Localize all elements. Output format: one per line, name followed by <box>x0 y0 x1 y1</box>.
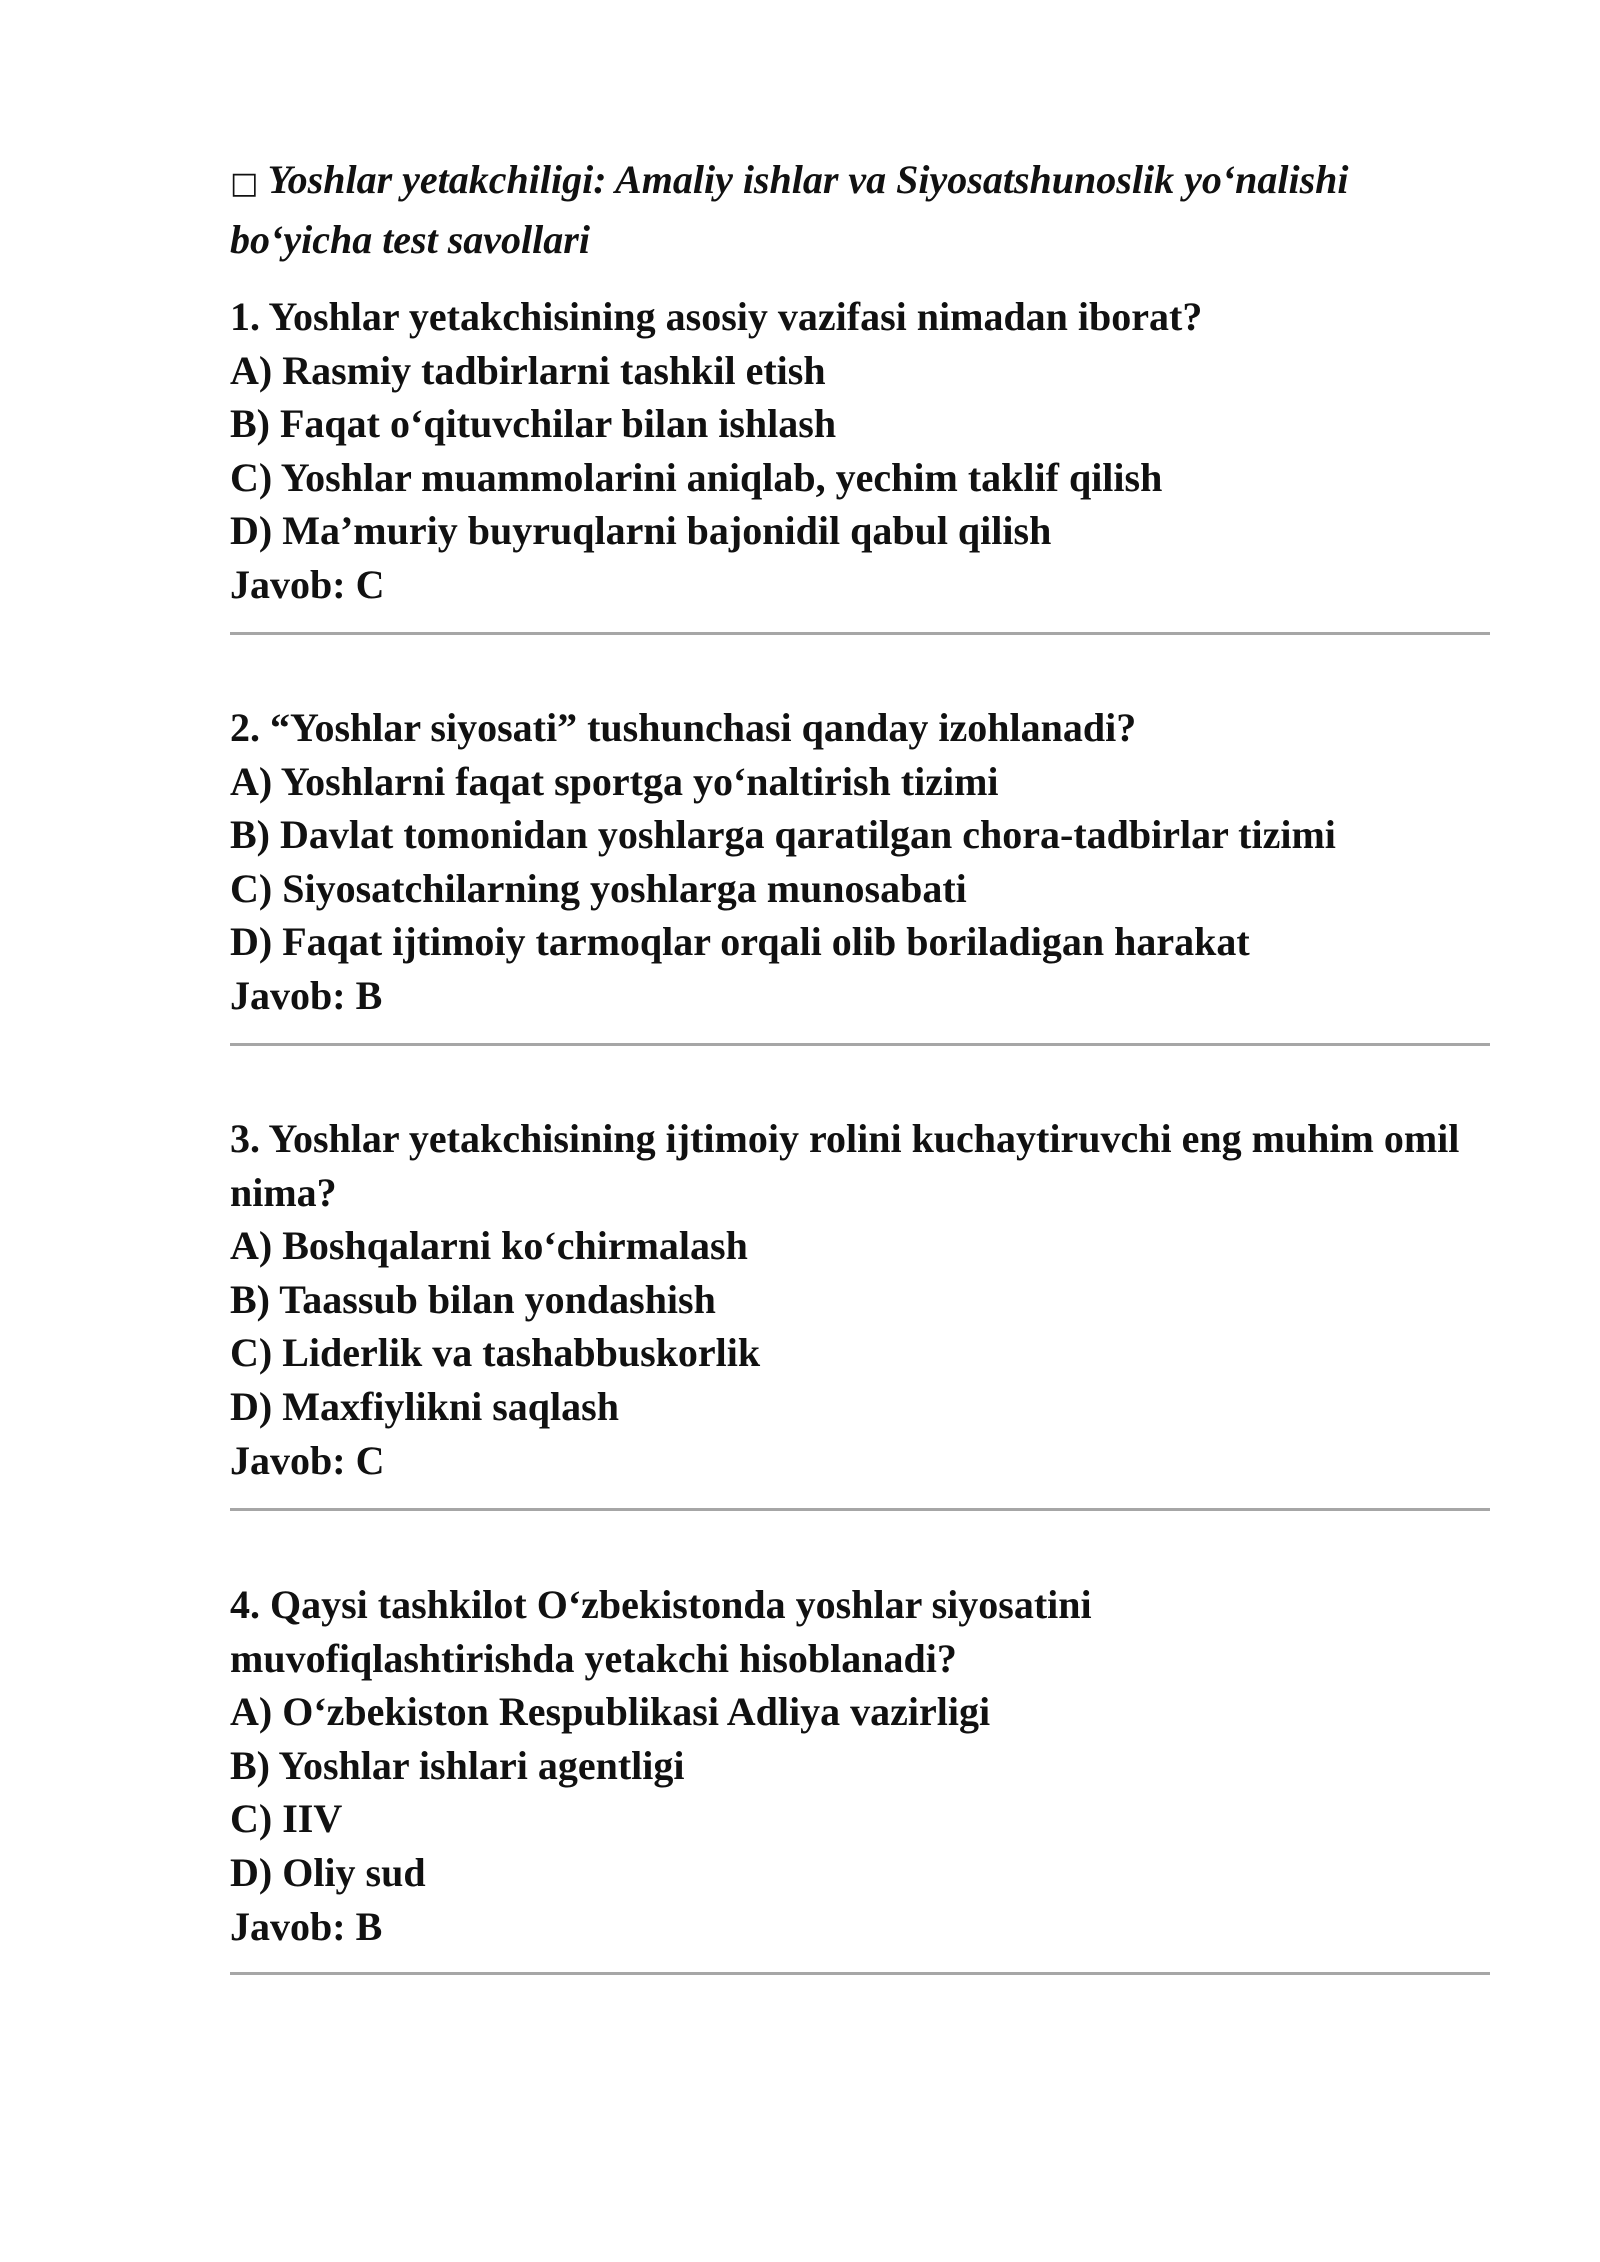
question-block-3 <box>230 1112 1490 1487</box>
answer-option-c: C) IIV <box>230 1796 343 1842</box>
question-text: 4. Qaysi tashkilot O‘zbekistonda yoshlar siyosatini muvofiqlashtirishda yetakchi hisoblanadi? <box>230 1582 1092 1681</box>
correct-answer: Javob: C <box>230 1437 385 1483</box>
divider-1 <box>230 632 1490 635</box>
correct-answer: Javob: B <box>230 972 383 1018</box>
correct-answer: Javob: C <box>230 561 385 607</box>
answer-option-a: A) Rasmiy tadbirlarni tashkil etish <box>230 347 826 393</box>
answer-option-a: A) Boshqalarni ko‘chirmalash <box>230 1223 748 1269</box>
answer-option-b: B) Faqat o‘qituvchilar bilan ishlash <box>230 401 837 447</box>
answer-option-a: A) Yoshlarni faqat sportga yo‘naltirish tizimi <box>230 758 999 804</box>
question-text: 3. Yoshlar yetakchisining ijtimoiy rolini kuchaytiruvchi eng muhim omil nima? <box>230 1116 1460 1215</box>
answer-option-d: D) Ma’muriy buyruqlarni bajonidil qabul qilish <box>230 508 1052 554</box>
answer-option-c: C) Yoshlar muammolarini aniqlab, yechim taklif qilish <box>230 454 1163 500</box>
placeholder-box-icon: □ <box>230 166 259 201</box>
answer-option-c: C) Siyosatchilarning yoshlarga munosabati <box>230 865 967 911</box>
answer-option-b: B) Davlat tomonidan yoshlarga qaratilgan chora-tadbirlar tizimi <box>230 812 1336 858</box>
document-title <box>230 152 1490 268</box>
answer-option-d: D) Faqat ijtimoiy tarmoqlar orqali olib boriladigan harakat <box>230 919 1250 965</box>
question-text: 2. “Yoshlar siyosati” tushunchasi qanday izohlanadi? <box>230 705 1137 750</box>
answer-option-d: D) Maxfiylikni saqlash <box>230 1383 619 1429</box>
question-block-1 <box>230 290 1490 612</box>
answer-option-a: A) O‘zbekiston Respublikasi Adliya vazirligi <box>230 1689 991 1735</box>
correct-answer: Javob: B <box>230 1903 383 1949</box>
question-block-2 <box>230 701 1490 1023</box>
document-title-text: Yoshlar yetakchiligi: Amaliy ishlar va Siyosatshunoslik yo‘nalishi bo‘yicha test savollari <box>230 157 1349 262</box>
question-text: 1. Yoshlar yetakchisining asosiy vazifasi nimadan iborat? <box>230 294 1203 339</box>
answer-option-b: B) Yoshlar ishlari agentligi <box>230 1742 685 1788</box>
divider-2 <box>230 1043 1490 1046</box>
answer-option-d: D) Oliy sud <box>230 1849 426 1895</box>
answer-option-c: C) Liderlik va tashabbuskorlik <box>230 1330 761 1376</box>
divider-4 <box>230 1972 1490 1975</box>
divider-3 <box>230 1508 1490 1511</box>
answer-option-b: B) Taassub bilan yondashish <box>230 1276 716 1322</box>
question-block-4 <box>230 1578 1490 1953</box>
